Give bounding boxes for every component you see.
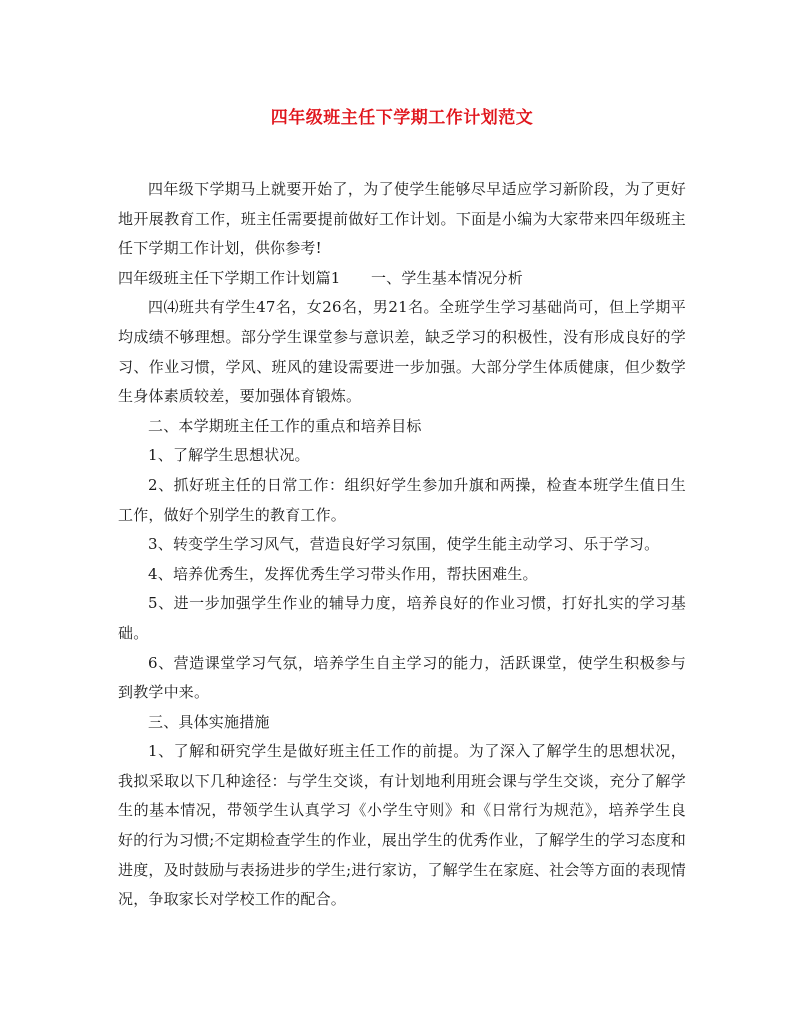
class-situation-paragraph: 四⑷班共有学生47名，女26名，男21名。全班学生学习基础尚可，但上学期平均成绩不够理想。部分学生课堂参与意识差，缺乏学习的积极性，没有形成良好的学习、作业习惯，学风、班风的建设需要进一步加强。大部分学生体质健康，但少数学生身体素质较差，要加强体育锻炼。 [118, 298, 686, 406]
goal-item-2: 2、抓好班主任的日常工作：组织好学生参加升旗和两操，检查本班学生值日生工作，做好个别学生的教育工作。 [118, 475, 686, 524]
goal-item-4: 4、培养优秀生，发挥优秀生学习带头作用，帮扶困难生。 [148, 564, 538, 583]
goal-item-6: 6、营造课堂学习气氛，培养学生自主学习的能力，活跃课堂，使学生积极参与到教学中来。 [118, 653, 686, 702]
section-heading-plan-1: 四年级班主任下学期工作计划篇1 一、学生基本情况分析 [118, 268, 523, 287]
section-heading-measures: 三、具体实施措施 [148, 712, 270, 731]
section-heading-goals: 二、本学期班主任工作的重点和培养目标 [148, 416, 422, 435]
intro-paragraph: 四年级下学期马上就要开始了，为了使学生能够尽早适应学习新阶段，为了更好地开展教育工作，班主任需要提前做好工作计划。下面是小编为大家带来四年级班主任下学期工作计划，供你参考! [118, 180, 686, 258]
document-title: 四年级班主任下学期工作计划范文 [270, 108, 534, 128]
measure-item-1: 1、了解和研究学生是做好班主任工作的前提。为了深入了解学生的思想状况，我拟采取以下几种途径：与学生交谈，有计划地利用班会课与学生交谈，充分了解学生的基本情况，带领学生认真学习《小学生守则》和《日常行为规范》，培养学生良好的行为习惯;不定期检查学生的作业，展出学生的优秀作业，了解学生的学习态度和进度，及时鼓励与表扬进步的学生;进行家访，了解学生在家庭、社会等方面的表现情况，争取家长对学校工作的配合。 [118, 742, 686, 909]
document-body [118, 175, 686, 915]
goal-item-5: 5、进一步加强学生作业的辅导力度，培养良好的作业习惯，打好扎实的学习基础。 [118, 594, 686, 642]
goal-item-1: 1、了解学生思想状况。 [148, 446, 310, 465]
goal-item-3: 3、转变学生学习风气，营造良好学习氛围，使学生能主动学习、乐于学习。 [148, 535, 660, 554]
